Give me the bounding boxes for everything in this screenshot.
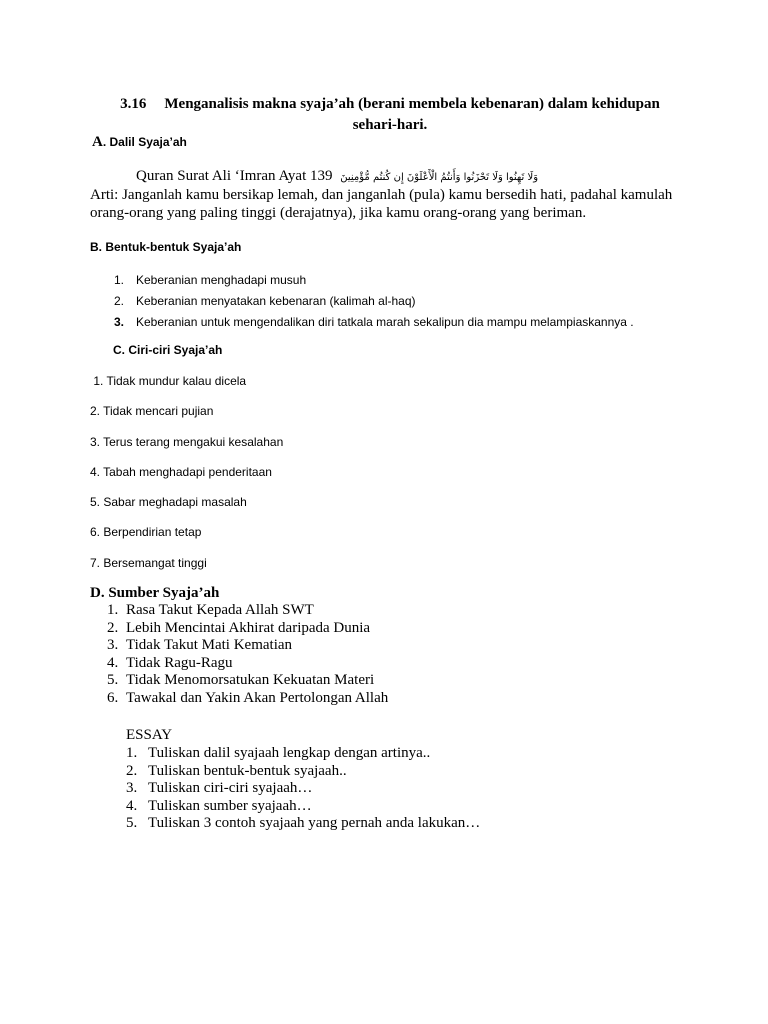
list-item: 1. Keberanian menghadapi musuh	[114, 273, 307, 287]
list-item: 2. Lebih Mencintai Akhirat daripada Dunia	[107, 619, 371, 636]
quran-ref-text: Quran Surat Ali ‘Imran Ayat 139	[136, 168, 333, 184]
section-c-list	[90, 373, 283, 585]
section-d-list	[107, 602, 388, 707]
list-item: 3. Tidak Takut Mati Kematian	[107, 637, 293, 653]
list-item: 2. Tidak mencari pujian	[90, 404, 214, 419]
arabic-verse: وَلَا تَهِنُوا وَلَا تَحْزَنُوا وَأَنتُمُ الْأَعْلَوْنَ إِن كُنتُم مُّؤْمِنِينَ	[340, 172, 539, 183]
list-item: 6. Tawakal dan Yakin Akan Pertolongan Allah	[107, 689, 389, 706]
section-c-heading: C. Ciri-ciri Syaja’ah	[113, 343, 223, 357]
list-item: 4. Tidak Ragu-Ragu	[107, 654, 233, 671]
title-text: Menganalisis makna syaja’ah (berani membela kebenaran) dalam kehidupan sehari-hari.	[164, 96, 660, 133]
section-a-heading-text: . Dalil Syaja’ah	[102, 135, 187, 149]
section-d-heading: D. Sumber Syaja’ah	[90, 585, 220, 601]
section-b-heading: B. Bentuk-bentuk Syaja’ah	[90, 240, 242, 254]
section-a-heading	[92, 134, 187, 151]
list-item: 2. Tuliskan bentuk-bentuk syajaah..	[126, 762, 347, 779]
list-item: 3. Terus terang mengakui kesalahan	[90, 434, 284, 449]
list-item: 5. Tidak Menomorsatukan Kekuatan Materi	[107, 672, 375, 688]
list-item: 5. Tuliskan 3 contoh syajaah yang pernah anda lakukan…	[126, 815, 481, 831]
title-number: 3.16	[120, 96, 147, 112]
list-item: 7. Bersemangat tinggi	[90, 555, 207, 570]
quran-reference	[136, 168, 538, 185]
list-item: 6. Berpendirian tetap	[90, 525, 202, 540]
list-item: 4. Tabah menghadapi penderitaan	[90, 464, 272, 479]
list-item: 1. Tuliskan dalil syajaah lengkap dengan artinya..	[126, 745, 431, 761]
essay-heading: ESSAY	[126, 727, 173, 743]
section-b-list	[114, 272, 634, 335]
list-item: 3. Keberanian untuk mengendalikan diri tatkala marah sekalipun dia mampu melampiaskannya .	[114, 315, 634, 329]
essay-list	[126, 745, 480, 833]
list-item: 1. Rasa Takut Kepada Allah SWT	[107, 602, 314, 618]
verse-translation: Arti: Janganlah kamu bersikap lemah, dan janganlah (pula) kamu bersedih hati, padahal kamulah orang-orang yang paling tinggi (derajatnya), jika kamu orang-orang yang beriman.	[90, 187, 673, 221]
list-item: 4. Tuliskan sumber syajaah…	[126, 797, 312, 814]
section-a-letter: A	[92, 134, 103, 150]
list-item: 3. Tuliskan ciri-ciri syajaah…	[126, 780, 313, 796]
list-item: 1. Tidak mundur kalau dicela	[90, 374, 247, 388]
list-item: 5. Sabar meghadapi masalah	[90, 495, 247, 510]
page-title	[110, 94, 670, 136]
list-item: 2. Keberanian menyatakan kebenaran (kalimah al-haq)	[114, 294, 416, 308]
